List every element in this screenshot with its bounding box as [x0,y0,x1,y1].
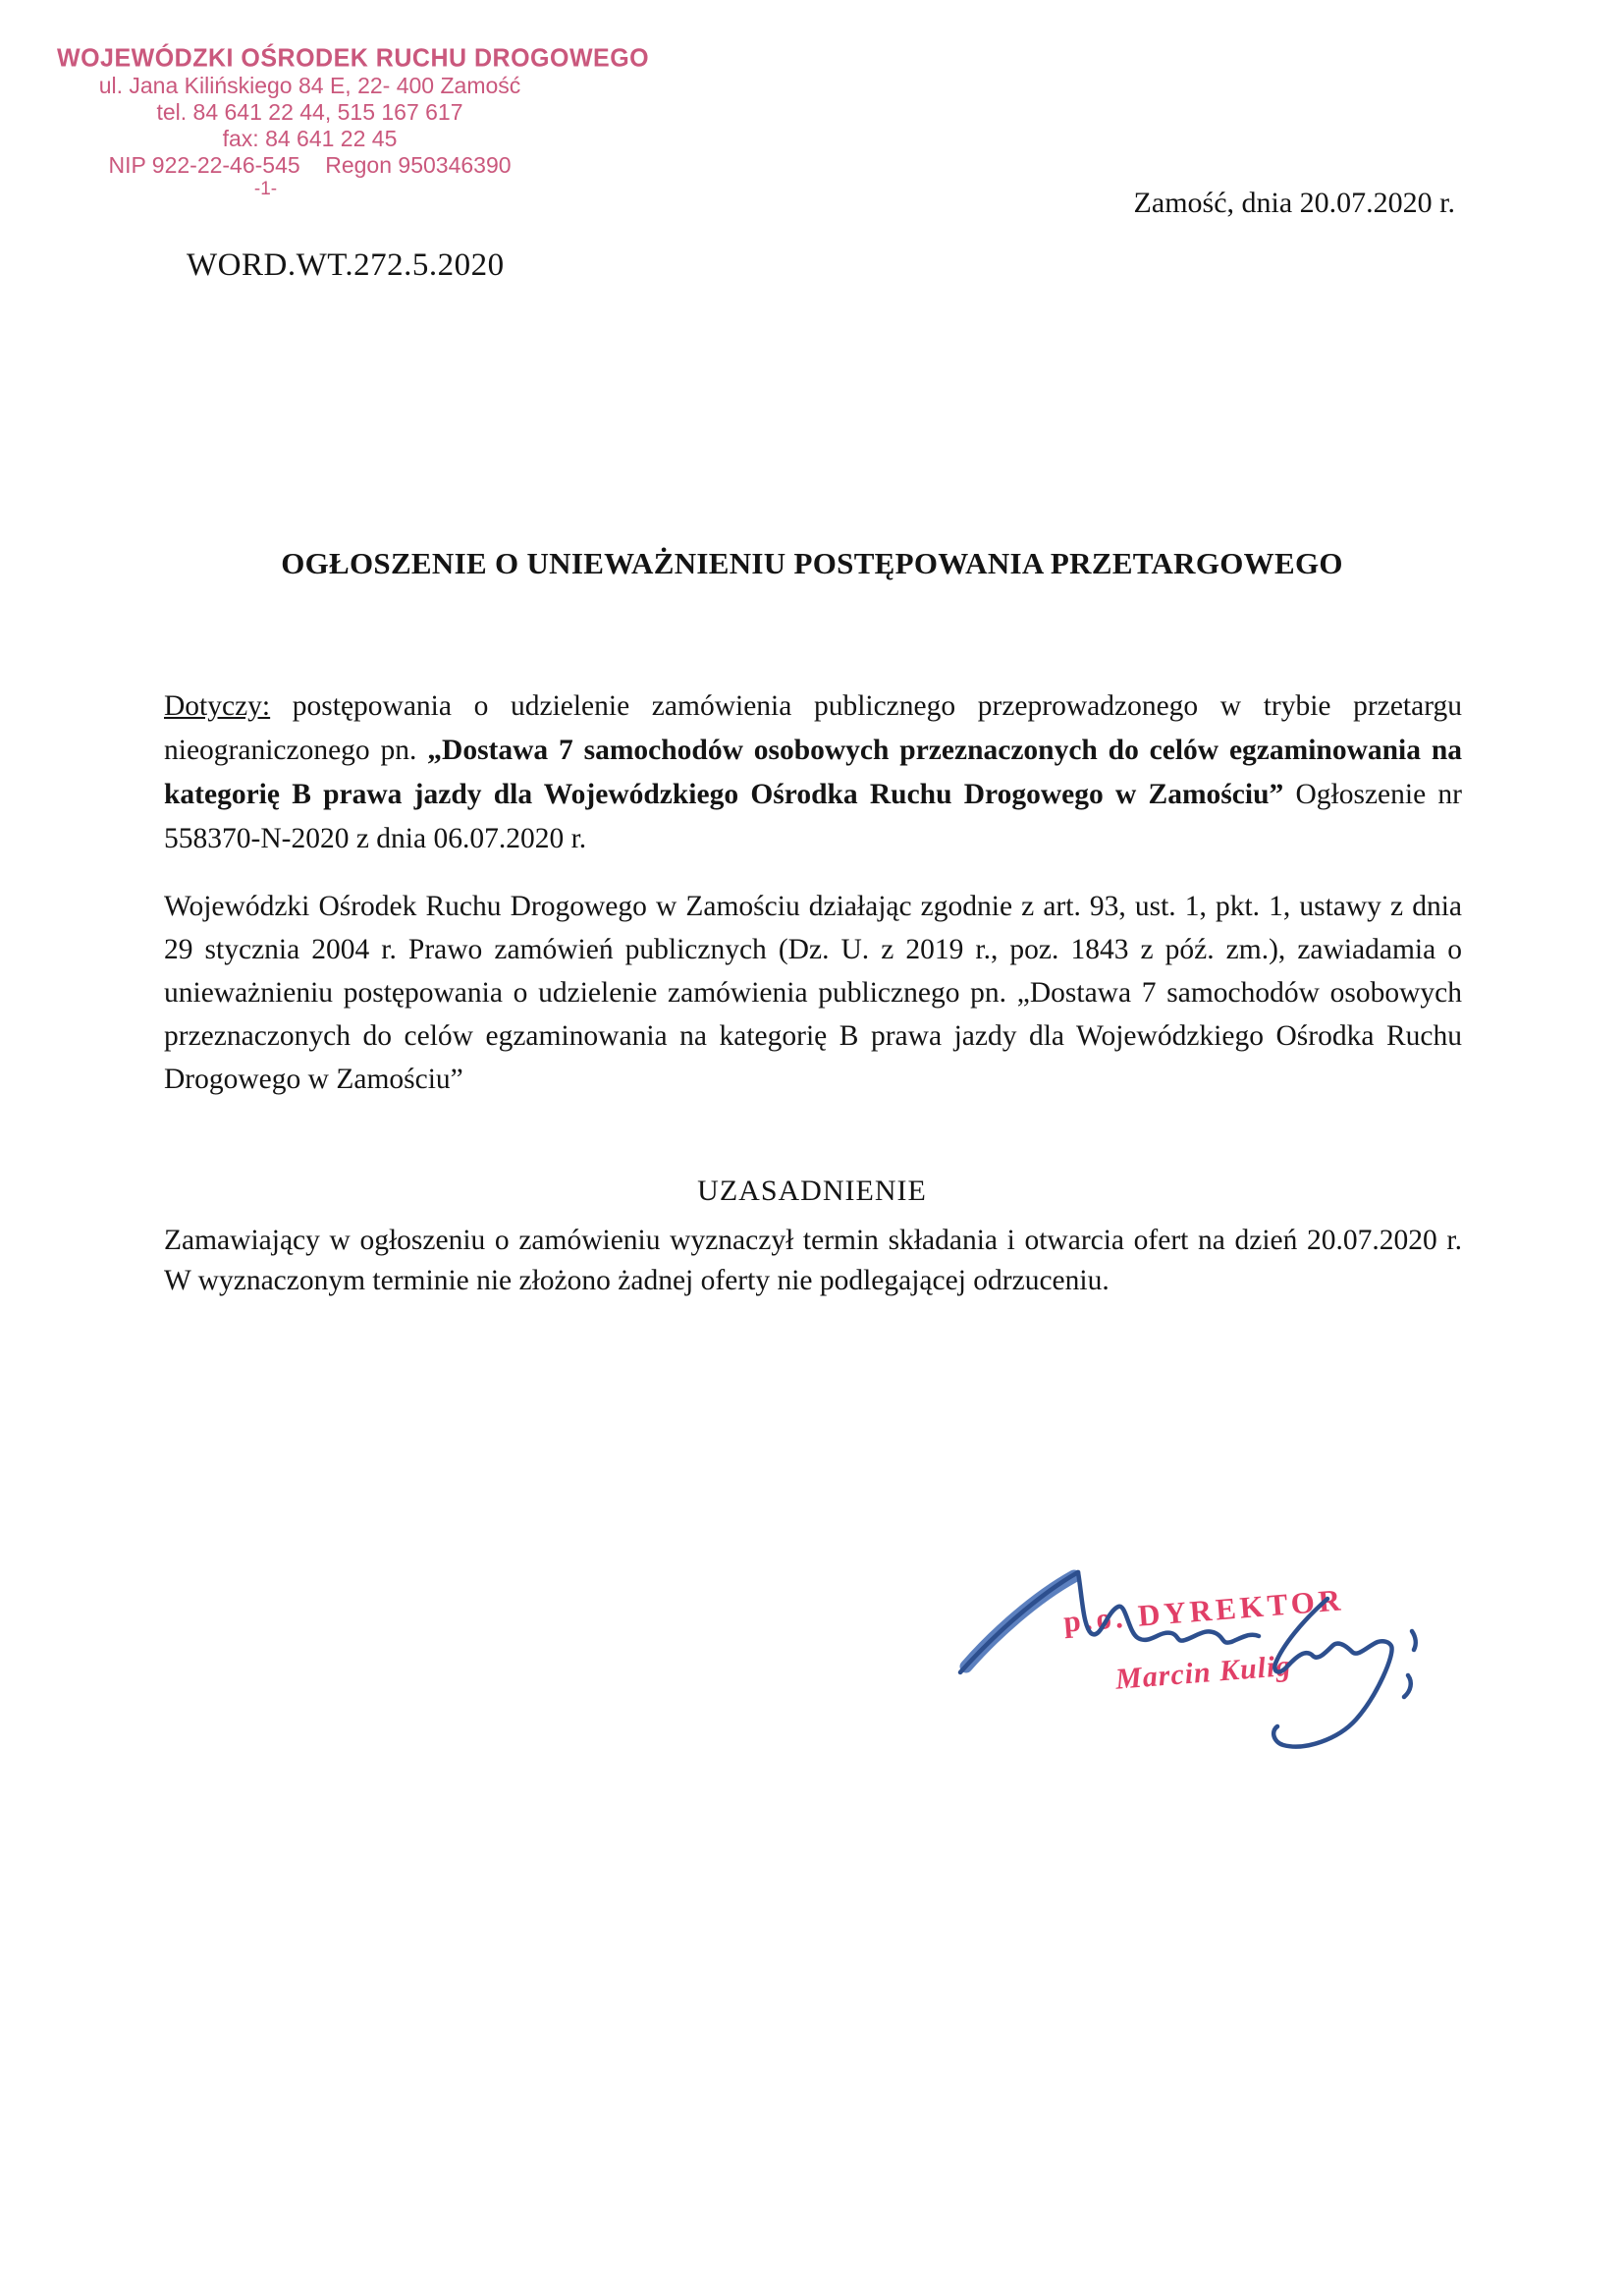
signature-role: p.o. DYREKTOR [1061,1582,1346,1639]
dotyczy-text-regular-2: Ogłoszenie nr 558370-N-2020 z dnia 06.07.2020 r. [164,779,1463,854]
stamp-fax: fax: 84 641 22 45 [222,126,398,151]
section-heading-uzasadnienie: UZASADNIENIE [697,1175,927,1207]
place-date-line: Zamość, dnia 20.07.2020 r. [1133,187,1455,219]
paragraph-dotyczy [164,684,1462,861]
signature-ink-group [960,1572,1416,1747]
stamp-phone: tel. 84 641 22 44, 515 167 617 [156,99,463,125]
signature-name: Marcin Kulig [1113,1649,1293,1696]
reference-number: WORD.WT.272.5.2020 [187,247,505,283]
dotyczy-label: Dotyczy: [164,690,271,722]
stamp-nip-regon: NIP 922-22-46-545 Regon 950346390 [108,152,512,178]
dotyczy-text-bold: „Dostawa 7 samochodów osobowych przeznaczonych do celów egzaminowania na kategorię B prawa jazdy dla Wojewódzkiego Ośrodka Ruchu Drogowego w Zamościu” [164,735,1462,810]
paragraph-justification: Zamawiający w ogłoszeniu o zamówieniu wyznaczył termin składania i otwarcia ofert na dzień 20.07.2020 r. W wyznaczonym terminie nie złożono żadnej oferty nie podlegającej odrzuceniu. [164,1225,1462,1296]
handwritten-signature-icon [933,1537,1468,1812]
stamp-page-marker: -1- [253,179,278,199]
paragraph-notification: Wojewódzki Ośrodek Ruchu Drogowego w Zamościu działając zgodnie z art. 93, ust. 1, pkt. 1, ustawy z dnia 29 stycznia 2004 r. Prawo zamówień publicznych (Dz. U. z 2019 r., poz. 1843 z póź. zm.), zawiadamia o unieważnieniu postępowania o udzielenie zamówienia publicznego pn. „Dostawa 7 samochodów osobowych przeznaczonych do celów egzaminowania na kategorię B prawa jazdy dla Wojewódzkiego Ośrodka Ruchu Drogowego w Zamościu” [164,891,1462,1095]
signature-block [933,1537,1468,1812]
dotyczy-text-regular-1: postępowania o udzielenie zamówienia publicznego przeprowadzonego w trybie przetargu nieograniczonego pn. [164,690,1462,766]
stamp-org-name: WOJEWÓDZKI OŚRODEK RUCHU DROGOWEGO [57,43,650,73]
organization-stamp [57,43,650,200]
document-title: OGŁOSZENIE O UNIEWAŻNIENIU POSTĘPOWANIA PRZETARGOWEGO [281,546,1343,580]
stamp-address: ul. Jana Kilińskiego 84 E, 22- 400 Zamość [98,73,521,98]
